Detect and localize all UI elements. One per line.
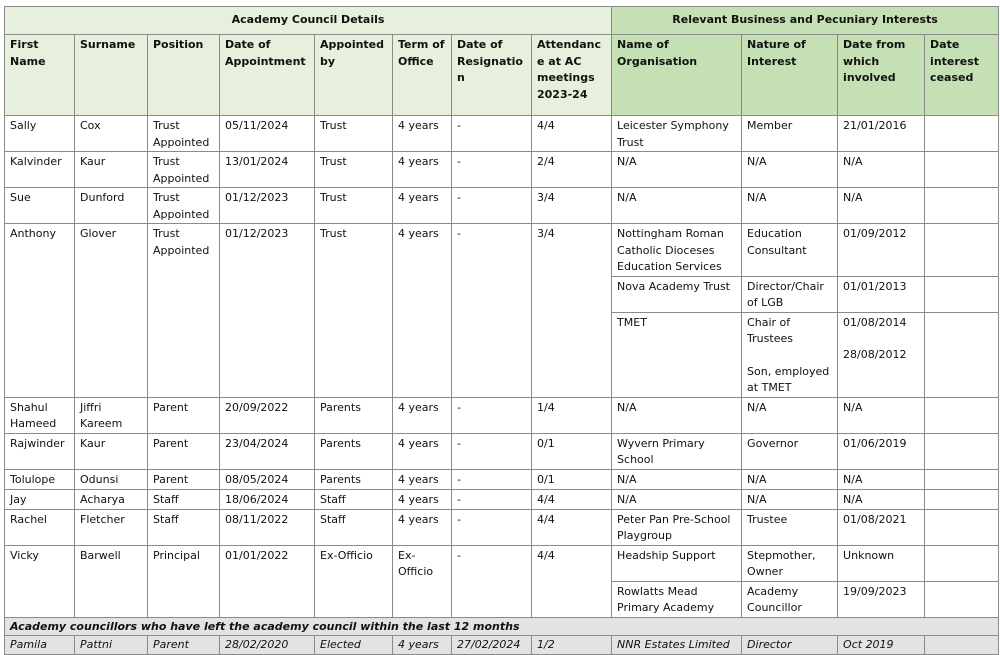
first-name-cell: Pamila <box>5 636 75 655</box>
member-row <box>5 469 999 489</box>
surname-cell: Kaur <box>75 152 148 188</box>
header-date-of-resignation: Date of Resignation <box>452 35 532 116</box>
section-council-title: Academy Council Details <box>5 7 612 35</box>
council-table <box>4 6 999 655</box>
term-of-office-cell: Ex-Officio <box>393 545 452 617</box>
position-cell: Trust Appointed <box>148 116 220 152</box>
surname-cell: Dunford <box>75 188 148 224</box>
date-ceased-cell <box>925 545 999 581</box>
date-of-resignation-cell: - <box>452 489 532 509</box>
date-of-resignation-cell: - <box>452 224 532 398</box>
appointed-by-cell: Trust <box>315 152 393 188</box>
organisation-cell: Nova Academy Trust <box>612 276 742 312</box>
attendance-cell: 3/4 <box>532 188 612 224</box>
attendance-cell: 4/4 <box>532 489 612 509</box>
date-of-appointment-cell: 05/11/2024 <box>220 116 315 152</box>
attendance-cell: 0/1 <box>532 433 612 469</box>
date-from-cell: N/A <box>838 152 925 188</box>
member-row <box>5 545 999 581</box>
nature-of-interest-cell: N/A <box>742 489 838 509</box>
nature-of-interest-cell <box>742 312 838 397</box>
nature-of-interest-cell: N/A <box>742 152 838 188</box>
attendance-cell: 3/4 <box>532 224 612 398</box>
nature-of-interest-cell: N/A <box>742 397 838 433</box>
date-of-appointment-cell: 18/06/2024 <box>220 489 315 509</box>
organisation-cell: Rowlatts Mead Primary Academy <box>612 581 742 617</box>
date-ceased-cell <box>925 152 999 188</box>
header-term-of-office: Term of Office <box>393 35 452 116</box>
date-from-cell: 01/01/2013 <box>838 276 925 312</box>
header-date-of-appointment: Date of Appointment <box>220 35 315 116</box>
date-from-cell: N/A <box>838 469 925 489</box>
date-from-cell: Unknown <box>838 545 925 581</box>
term-of-office-cell: 4 years <box>393 397 452 433</box>
organisation-cell: Nottingham Roman Catholic Dioceses Education Services <box>612 224 742 277</box>
organisation-cell: N/A <box>612 188 742 224</box>
surname-cell: Pattni <box>75 636 148 655</box>
first-name-cell: Jay <box>5 489 75 509</box>
nature-of-interest-cell: Director <box>742 636 838 655</box>
date-ceased-cell <box>925 433 999 469</box>
nature-of-interest-text: Son, employed at TMET <box>747 364 830 394</box>
term-of-office-cell: 4 years <box>393 489 452 509</box>
date-of-appointment-cell: 13/01/2024 <box>220 152 315 188</box>
nature-of-interest-text: Chair of Trustees <box>747 315 793 345</box>
member-row <box>5 188 999 224</box>
date-from-text: 01/08/2014 <box>843 315 907 329</box>
column-header-row <box>5 35 999 116</box>
header-first-name: First Name <box>5 35 75 116</box>
nature-of-interest-cell: Trustee <box>742 509 838 545</box>
date-ceased-cell <box>925 312 999 397</box>
nature-of-interest-cell: N/A <box>742 469 838 489</box>
date-ceased-cell <box>925 581 999 617</box>
organisation-cell: Leicester Symphony Trust <box>612 116 742 152</box>
date-ceased-cell <box>925 489 999 509</box>
appointed-by-cell: Trust <box>315 116 393 152</box>
term-of-office-cell: 4 years <box>393 116 452 152</box>
organisation-cell: Headship Support <box>612 545 742 581</box>
date-of-appointment-cell: 28/02/2020 <box>220 636 315 655</box>
position-cell: Parent <box>148 397 220 433</box>
appointed-by-cell: Trust <box>315 224 393 398</box>
term-of-office-cell: 4 years <box>393 469 452 489</box>
header-date-ceased: Date interest ceased <box>925 35 999 116</box>
attendance-cell: 1/2 <box>532 636 612 655</box>
organisation-cell: NNR Estates Limited <box>612 636 742 655</box>
date-of-appointment-cell: 20/09/2022 <box>220 397 315 433</box>
organisation-cell: Wyvern Primary School <box>612 433 742 469</box>
date-ceased-cell <box>925 397 999 433</box>
appointed-by-cell: Staff <box>315 489 393 509</box>
surname-cell: Glover <box>75 224 148 398</box>
attendance-cell: 0/1 <box>532 469 612 489</box>
date-of-resignation-cell: - <box>452 188 532 224</box>
first-name-cell: Sue <box>5 188 75 224</box>
attendance-cell: 4/4 <box>532 545 612 617</box>
appointed-by-cell: Staff <box>315 509 393 545</box>
nature-of-interest-cell: Governor <box>742 433 838 469</box>
position-cell: Trust Appointed <box>148 188 220 224</box>
nature-of-interest-cell: Director/Chair of LGB <box>742 276 838 312</box>
member-row <box>5 152 999 188</box>
position-cell: Staff <box>148 489 220 509</box>
nature-of-interest-cell: Academy Councillor <box>742 581 838 617</box>
date-of-resignation-cell: - <box>452 152 532 188</box>
organisation-cell: N/A <box>612 397 742 433</box>
nature-of-interest-cell: Stepmother, Owner <box>742 545 838 581</box>
section-interests-title: Relevant Business and Pecuniary Interests <box>612 7 999 35</box>
organisation-cell: N/A <box>612 489 742 509</box>
appointed-by-cell: Trust <box>315 188 393 224</box>
member-row <box>5 116 999 152</box>
date-from-cell: N/A <box>838 397 925 433</box>
date-ceased-cell <box>925 509 999 545</box>
first-name-cell: Anthony <box>5 224 75 398</box>
position-cell: Parent <box>148 433 220 469</box>
appointed-by-cell: Elected <box>315 636 393 655</box>
nature-of-interest-cell: Member <box>742 116 838 152</box>
first-name-cell: Tolulope <box>5 469 75 489</box>
position-cell: Principal <box>148 545 220 617</box>
date-from-cell <box>838 312 925 397</box>
surname-cell: Cox <box>75 116 148 152</box>
surname-cell: Barwell <box>75 545 148 617</box>
header-attendance: Attendance at AC meetings 2023-24 <box>532 35 612 116</box>
term-of-office-cell: 4 years <box>393 152 452 188</box>
date-of-appointment-cell: 08/05/2024 <box>220 469 315 489</box>
attendance-cell: 4/4 <box>532 509 612 545</box>
date-from-cell: 01/08/2021 <box>838 509 925 545</box>
former-member-row <box>5 636 999 655</box>
term-of-office-cell: 4 years <box>393 224 452 398</box>
date-ceased-cell <box>925 276 999 312</box>
organisation-cell: TMET <box>612 312 742 397</box>
position-cell: Parent <box>148 469 220 489</box>
member-row <box>5 397 999 433</box>
date-of-appointment-cell: 23/04/2024 <box>220 433 315 469</box>
date-from-cell: N/A <box>838 489 925 509</box>
header-date-from: Date from which involved <box>838 35 925 116</box>
header-organisation: Name of Organisation <box>612 35 742 116</box>
appointed-by-cell: Ex-Officio <box>315 545 393 617</box>
surname-cell: Jiffri Kareem <box>75 397 148 433</box>
header-nature-of-interest: Nature of Interest <box>742 35 838 116</box>
date-from-cell: 01/09/2012 <box>838 224 925 277</box>
date-from-cell: 19/09/2023 <box>838 581 925 617</box>
first-name-cell: Rajwinder <box>5 433 75 469</box>
date-of-resignation-cell: - <box>452 433 532 469</box>
date-of-resignation-cell: - <box>452 116 532 152</box>
appointed-by-cell: Parents <box>315 433 393 469</box>
organisation-cell: Peter Pan Pre-School Playgroup <box>612 509 742 545</box>
date-of-appointment-cell: 08/11/2022 <box>220 509 315 545</box>
date-of-resignation-cell: - <box>452 509 532 545</box>
date-of-resignation-cell: - <box>452 545 532 617</box>
organisation-cell: N/A <box>612 152 742 188</box>
date-of-appointment-cell: 01/01/2022 <box>220 545 315 617</box>
date-ceased-cell <box>925 116 999 152</box>
position-cell: Trust Appointed <box>148 224 220 398</box>
attendance-cell: 2/4 <box>532 152 612 188</box>
date-ceased-cell <box>925 188 999 224</box>
date-from-cell: 21/01/2016 <box>838 116 925 152</box>
section-header-row <box>5 7 999 35</box>
attendance-cell: 4/4 <box>532 116 612 152</box>
first-name-cell: Sally <box>5 116 75 152</box>
date-from-cell: Oct 2019 <box>838 636 925 655</box>
header-surname: Surname <box>75 35 148 116</box>
first-name-cell: Shahul Hameed <box>5 397 75 433</box>
surname-cell: Fletcher <box>75 509 148 545</box>
member-row <box>5 509 999 545</box>
date-of-appointment-cell: 01/12/2023 <box>220 224 315 398</box>
former-councillors-note-row <box>5 617 999 636</box>
member-row <box>5 224 999 277</box>
date-of-resignation-cell: 27/02/2024 <box>452 636 532 655</box>
surname-cell: Kaur <box>75 433 148 469</box>
date-ceased-cell <box>925 224 999 277</box>
member-row <box>5 433 999 469</box>
date-from-cell: 01/06/2019 <box>838 433 925 469</box>
surname-cell: Odunsi <box>75 469 148 489</box>
term-of-office-cell: 4 years <box>393 188 452 224</box>
date-ceased-cell <box>925 469 999 489</box>
header-appointed-by: Appointed by <box>315 35 393 116</box>
former-councillors-note: Academy councillors who have left the academy council within the last 12 months <box>5 617 999 636</box>
date-from-text: 28/08/2012 <box>843 348 907 361</box>
first-name-cell: Kalvinder <box>5 152 75 188</box>
position-cell: Trust Appointed <box>148 152 220 188</box>
first-name-cell: Rachel <box>5 509 75 545</box>
header-position: Position <box>148 35 220 116</box>
position-cell: Staff <box>148 509 220 545</box>
date-of-resignation-cell: - <box>452 397 532 433</box>
organisation-cell: N/A <box>612 469 742 489</box>
nature-of-interest-cell: N/A <box>742 188 838 224</box>
surname-cell: Acharya <box>75 489 148 509</box>
term-of-office-cell: 4 years <box>393 509 452 545</box>
date-from-cell: N/A <box>838 188 925 224</box>
position-cell: Parent <box>148 636 220 655</box>
term-of-office-cell: 4 years <box>393 433 452 469</box>
date-ceased-cell <box>925 636 999 655</box>
date-of-appointment-cell: 01/12/2023 <box>220 188 315 224</box>
appointed-by-cell: Parents <box>315 397 393 433</box>
date-of-resignation-cell: - <box>452 469 532 489</box>
term-of-office-cell: 4 years <box>393 636 452 655</box>
member-row <box>5 489 999 509</box>
first-name-cell: Vicky <box>5 545 75 617</box>
nature-of-interest-cell: Education Consultant <box>742 224 838 277</box>
attendance-cell: 1/4 <box>532 397 612 433</box>
appointed-by-cell: Parents <box>315 469 393 489</box>
